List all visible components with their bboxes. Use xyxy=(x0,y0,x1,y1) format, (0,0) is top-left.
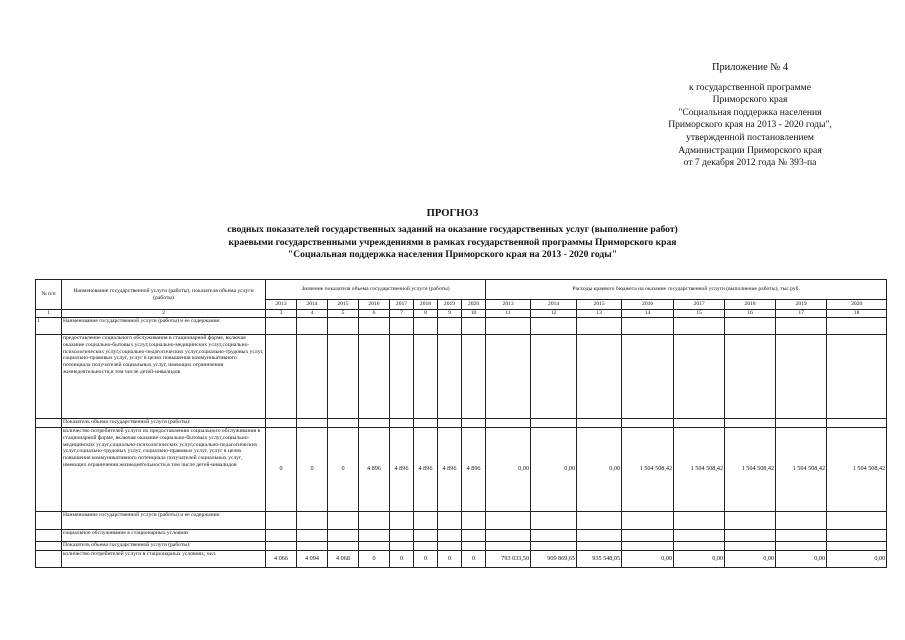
expense-cell xyxy=(827,530,887,542)
expense-cell xyxy=(486,419,531,428)
volume-cell xyxy=(359,318,390,335)
expense-cell xyxy=(776,318,827,335)
heading-line: "Социальная поддержка населения Приморского края на 2013 - 2020 годы" xyxy=(287,249,618,261)
expense-cell xyxy=(674,419,725,428)
appendix-title: Приложение № 4 xyxy=(711,62,789,73)
volume-cell xyxy=(438,542,462,551)
expense-cell xyxy=(622,542,674,551)
volume-cell: 0 xyxy=(462,551,486,568)
expense-cell xyxy=(622,512,674,530)
table-row xyxy=(36,512,887,530)
expense-cell: 909 869,65 xyxy=(531,551,577,568)
volume-cell xyxy=(438,419,462,428)
expense-cell: 0,00 xyxy=(674,551,725,568)
row-name: Наименование государственной услуги (работы) и ее содержание: xyxy=(62,512,266,530)
expense-cell xyxy=(674,318,725,335)
year-header: 2015 xyxy=(328,300,359,310)
volume-cell xyxy=(359,512,390,530)
expense-cell: 0,00 xyxy=(577,428,622,512)
volume-cell xyxy=(390,318,414,335)
volume-cell xyxy=(297,419,328,428)
volume-cell xyxy=(462,512,486,530)
row-name: количество потребителей услуги в стационарных условиях, чел. xyxy=(62,551,266,568)
volume-cell xyxy=(390,530,414,542)
column-number: 13 xyxy=(577,310,622,318)
document-title: ПРОГНОЗ xyxy=(426,208,479,219)
expense-cell xyxy=(725,530,776,542)
expense-cell xyxy=(531,318,577,335)
document-heading xyxy=(0,208,905,262)
expense-cell xyxy=(577,335,622,419)
expense-cell xyxy=(776,530,827,542)
expense-cell xyxy=(622,530,674,542)
expense-cell: 1 504 508,42 xyxy=(674,428,725,512)
table-row xyxy=(36,530,887,542)
column-number: 2 xyxy=(62,310,266,318)
table-row xyxy=(36,428,887,512)
volume-cell xyxy=(390,335,414,419)
header-expense-group: Расходы краевого бюджета на оказание государственной услуги (выполнение работы), тыс.руб. xyxy=(486,280,887,300)
column-number: 15 xyxy=(674,310,725,318)
volume-cell xyxy=(266,419,297,428)
year-header: 2014 xyxy=(531,300,577,310)
appendix-line: Приморского края на 2013 - 2020 годы", xyxy=(668,119,832,131)
expense-cell xyxy=(577,318,622,335)
expense-cell: 0,00 xyxy=(827,551,887,568)
year-header: 2020 xyxy=(827,300,887,310)
volume-cell xyxy=(390,419,414,428)
expense-cell xyxy=(531,512,577,530)
appendix-line: от 7 декабря 2012 года № 393-па xyxy=(683,157,817,169)
expense-cell xyxy=(622,335,674,419)
row-number xyxy=(36,428,62,512)
header-no: № п/п xyxy=(36,280,62,310)
table-colnum-row xyxy=(36,310,887,318)
volume-cell xyxy=(390,542,414,551)
expense-cell xyxy=(486,530,531,542)
year-header: 2019 xyxy=(438,300,462,310)
header-volume-group: Значение показателя объема государственной услуги (работы) xyxy=(266,280,486,300)
table-row xyxy=(36,542,887,551)
expense-cell xyxy=(827,335,887,419)
row-number xyxy=(36,551,62,568)
expense-cell xyxy=(827,419,887,428)
column-number: 3 xyxy=(266,310,297,318)
volume-cell: 4 896 xyxy=(462,428,486,512)
appendix-line: Администрации Приморского края xyxy=(678,144,822,156)
year-header: 2014 xyxy=(297,300,328,310)
volume-cell xyxy=(438,318,462,335)
row-name: социальное обслуживание в стационарных условиях xyxy=(62,530,266,542)
volume-cell: 0 xyxy=(359,551,390,568)
expense-cell xyxy=(486,542,531,551)
row-name: Показатель объема государственной услуги (работы): xyxy=(62,419,266,428)
table-row xyxy=(36,318,887,335)
expense-cell xyxy=(577,542,622,551)
appendix-line: утвержденной постановлением xyxy=(686,131,814,143)
expense-cell: 1 504 508,42 xyxy=(776,428,827,512)
row-number xyxy=(36,530,62,542)
row-number xyxy=(36,542,62,551)
volume-cell: 4 094 xyxy=(297,551,328,568)
expense-cell xyxy=(776,512,827,530)
expense-cell xyxy=(531,530,577,542)
expense-cell xyxy=(725,419,776,428)
expense-cell xyxy=(776,419,827,428)
column-number: 17 xyxy=(776,310,827,318)
volume-cell: 4 896 xyxy=(414,428,438,512)
volume-cell xyxy=(328,335,359,419)
column-number: 8 xyxy=(414,310,438,318)
table-header-row xyxy=(36,280,887,300)
expense-cell xyxy=(827,318,887,335)
volume-cell: 0 xyxy=(297,428,328,512)
expense-cell: 0,00 xyxy=(486,428,531,512)
row-number xyxy=(36,335,62,419)
expense-cell xyxy=(674,512,725,530)
volume-cell: 0 xyxy=(438,551,462,568)
year-header: 2017 xyxy=(674,300,725,310)
volume-cell xyxy=(462,419,486,428)
heading-line: краевыми государственными учреждениями в рамках государственной программы Приморского края xyxy=(228,236,677,248)
expense-cell: 0,00 xyxy=(725,551,776,568)
volume-cell: 0 xyxy=(266,428,297,512)
volume-cell xyxy=(462,542,486,551)
volume-cell: 0 xyxy=(390,551,414,568)
volume-cell xyxy=(297,542,328,551)
year-header: 2020 xyxy=(462,300,486,310)
expense-cell xyxy=(531,419,577,428)
expense-cell xyxy=(674,530,725,542)
expense-cell xyxy=(577,512,622,530)
expense-cell xyxy=(725,318,776,335)
volume-cell xyxy=(414,542,438,551)
volume-cell xyxy=(390,512,414,530)
expense-cell xyxy=(486,335,531,419)
expense-cell xyxy=(674,335,725,419)
column-number: 7 xyxy=(390,310,414,318)
expense-cell xyxy=(827,512,887,530)
column-number: 6 xyxy=(359,310,390,318)
volume-cell xyxy=(462,318,486,335)
volume-cell xyxy=(297,318,328,335)
volume-cell: 4 896 xyxy=(438,428,462,512)
appendix-block xyxy=(620,62,880,170)
volume-cell xyxy=(462,530,486,542)
volume-cell xyxy=(297,512,328,530)
row-number xyxy=(36,419,62,428)
expense-cell xyxy=(725,335,776,419)
volume-cell xyxy=(359,335,390,419)
volume-cell xyxy=(328,419,359,428)
volume-cell xyxy=(414,530,438,542)
volume-cell xyxy=(266,318,297,335)
volume-cell xyxy=(328,318,359,335)
volume-cell xyxy=(266,512,297,530)
volume-cell xyxy=(266,530,297,542)
column-number: 5 xyxy=(328,310,359,318)
expense-cell xyxy=(674,542,725,551)
volume-cell xyxy=(328,512,359,530)
volume-cell xyxy=(359,542,390,551)
volume-cell xyxy=(266,542,297,551)
row-number xyxy=(36,512,62,530)
year-header: 2018 xyxy=(725,300,776,310)
volume-cell xyxy=(297,335,328,419)
expense-cell: 793 033,50 xyxy=(486,551,531,568)
expense-cell xyxy=(577,530,622,542)
volume-cell xyxy=(328,542,359,551)
column-number: 1 xyxy=(36,310,62,318)
expense-cell xyxy=(486,318,531,335)
appendix-line: Приморского края xyxy=(712,94,788,106)
year-header: 2019 xyxy=(776,300,827,310)
year-header: 2018 xyxy=(414,300,438,310)
expense-cell xyxy=(531,542,577,551)
year-header: 2016 xyxy=(622,300,674,310)
volume-cell xyxy=(328,530,359,542)
column-number: 9 xyxy=(438,310,462,318)
volume-cell xyxy=(438,335,462,419)
expense-cell xyxy=(577,419,622,428)
volume-cell: 0 xyxy=(414,551,438,568)
volume-cell xyxy=(359,530,390,542)
row-number: 1 xyxy=(36,318,62,335)
expense-cell xyxy=(776,335,827,419)
forecast-table xyxy=(35,279,887,568)
expense-cell xyxy=(486,512,531,530)
volume-cell xyxy=(297,530,328,542)
row-name: предоставление социального обслуживания в стационарной форме, включая оказание социально-бытовых услуг,социально-медицинских услуг,социально-психологических услуг,социально-педагогических услуг,социально-трудовых услуг, социально-правовых услуг, услуг в целях повышения коммуникативного потенциала получателей социальных услуг, имеющих ограничения жизнедеятельности,в том числе детей-инвалидов xyxy=(62,335,266,419)
column-number: 12 xyxy=(531,310,577,318)
column-number: 10 xyxy=(462,310,486,318)
year-header: 2016 xyxy=(359,300,390,310)
volume-cell xyxy=(414,419,438,428)
volume-cell: 4 068 xyxy=(328,551,359,568)
volume-cell xyxy=(359,419,390,428)
table-row xyxy=(36,551,887,568)
volume-cell xyxy=(438,530,462,542)
header-name: Наименование государственной услуги (работы), показателя объема услуги (работы) xyxy=(62,280,266,310)
expense-cell: 1 504 508,42 xyxy=(827,428,887,512)
volume-cell xyxy=(414,335,438,419)
heading-line: сводных показателей государственных заданий на оказание государственных услуг (выполнение работ) xyxy=(227,224,678,236)
volume-cell xyxy=(414,512,438,530)
expense-cell xyxy=(622,318,674,335)
table-row xyxy=(36,335,887,419)
volume-cell: 0 xyxy=(328,428,359,512)
volume-cell xyxy=(266,335,297,419)
column-number: 4 xyxy=(297,310,328,318)
volume-cell xyxy=(414,318,438,335)
column-number: 16 xyxy=(725,310,776,318)
expense-cell: 935 548,05 xyxy=(577,551,622,568)
column-number: 11 xyxy=(486,310,531,318)
expense-cell: 0,00 xyxy=(531,428,577,512)
volume-cell: 4 896 xyxy=(359,428,390,512)
table-row xyxy=(36,419,887,428)
expense-cell xyxy=(622,419,674,428)
expense-cell xyxy=(827,542,887,551)
row-name: количество потребителей услуги по предоставлению социального обслуживания в стационарной форме, включая оказание социально-бытовых услуг,социально-медицинских услуг,социально-психологических услуг,социально-педагогических услуг,социально-трудовых услуг, социально-правовых услуг, услуг в целях повышения коммуникативного потенциала получателей социальных услуг, имеющих ограничения жизнедеятельности,в том числе детей-инвалидов xyxy=(62,428,266,512)
volume-cell: 4 066 xyxy=(266,551,297,568)
expense-cell xyxy=(531,335,577,419)
column-number: 18 xyxy=(827,310,887,318)
expense-cell xyxy=(776,542,827,551)
appendix-line: "Социальная поддержка населения xyxy=(678,106,822,118)
year-header: 2017 xyxy=(390,300,414,310)
volume-cell: 4 896 xyxy=(390,428,414,512)
volume-cell xyxy=(438,512,462,530)
row-name: Показатель объема государственной услуги (работы): xyxy=(62,542,266,551)
expense-cell xyxy=(725,512,776,530)
expense-cell: 1 504 508,42 xyxy=(725,428,776,512)
year-header: 2013 xyxy=(266,300,297,310)
row-name: Наименование государственной услуги (работы) и ее содержание: xyxy=(62,318,266,335)
expense-cell: 1 504 508,42 xyxy=(622,428,674,512)
year-header: 2013 xyxy=(486,300,531,310)
expense-cell: 0,00 xyxy=(776,551,827,568)
year-header: 2015 xyxy=(577,300,622,310)
column-number: 14 xyxy=(622,310,674,318)
appendix-line: к государственной программе xyxy=(689,81,811,93)
volume-cell xyxy=(462,335,486,419)
expense-cell: 0,00 xyxy=(622,551,674,568)
expense-cell xyxy=(725,542,776,551)
